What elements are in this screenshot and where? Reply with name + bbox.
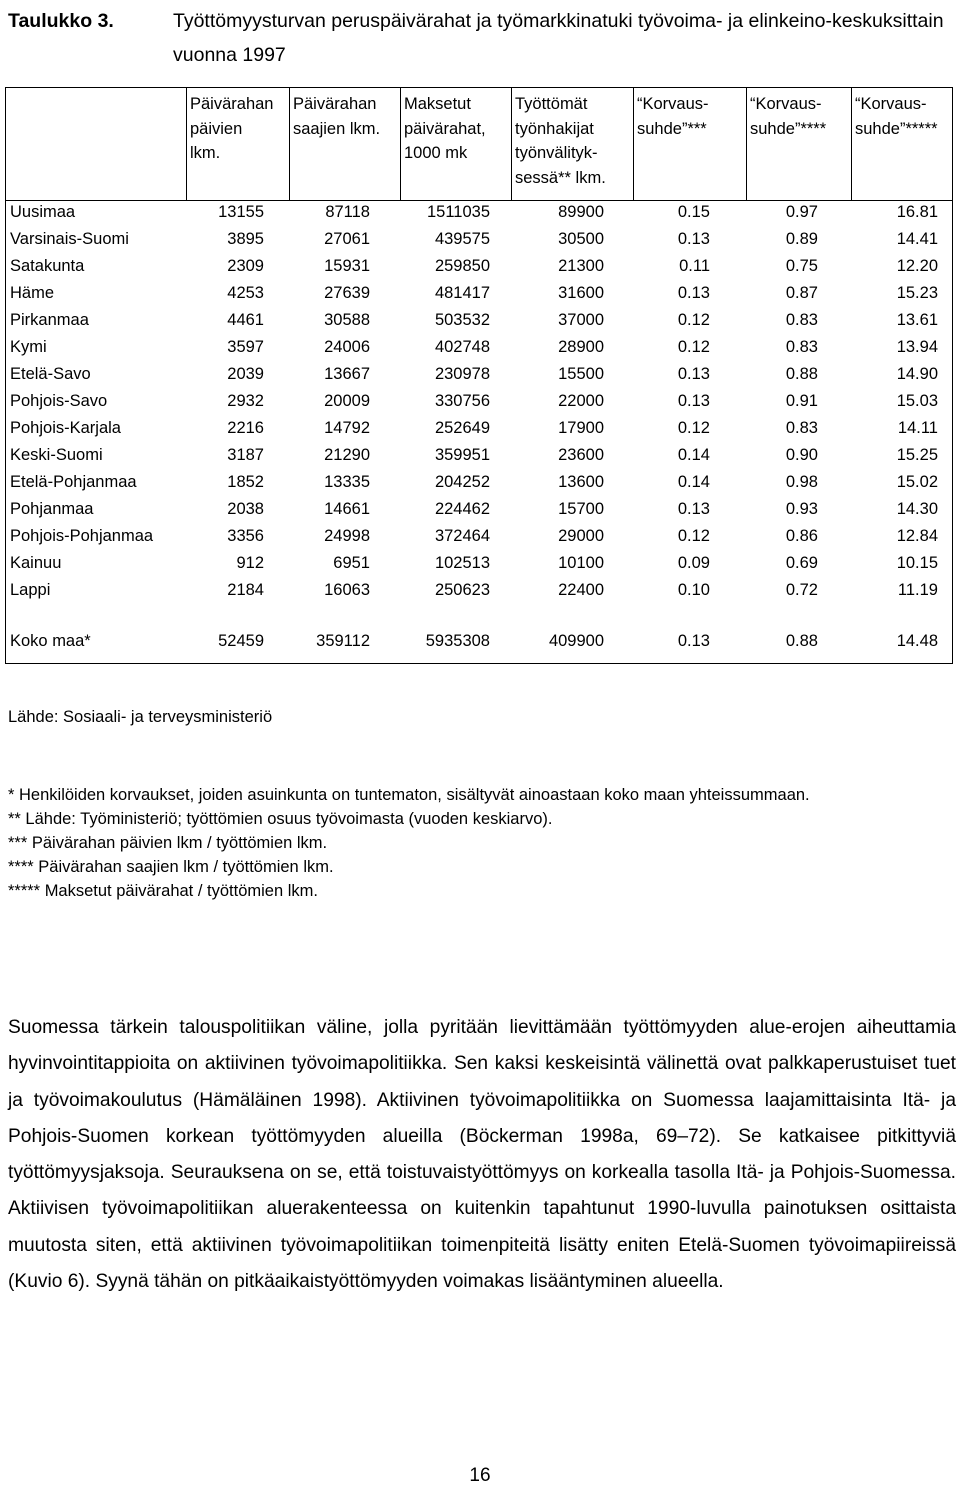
region-name: Uusimaa	[10, 203, 76, 221]
region-name: Pohjois-Pohjanmaa	[10, 527, 154, 545]
table-cell: 0.13	[677, 365, 710, 383]
table-cell: 22400	[558, 581, 604, 599]
region-name: Lappi	[10, 581, 51, 599]
header-column-divider	[633, 88, 634, 200]
table-cell: 1511035	[426, 203, 490, 221]
column-header: “Korvaus- suhde”****	[750, 95, 827, 138]
table-cell: 14.41	[896, 230, 938, 248]
table-row	[6, 361, 952, 388]
table-cell: 12.84	[896, 527, 938, 545]
table-row	[6, 469, 952, 496]
table-cell: 15931	[324, 257, 370, 275]
table-cell: 0.86	[785, 527, 818, 545]
footnote: ** Lähde: Työministeriö; työttömien osuus työvoimasta (vuoden keskiarvo).	[8, 810, 553, 828]
region-name: Koko maa*	[10, 632, 91, 650]
header-column-divider	[400, 88, 401, 200]
table-cell: 0.12	[677, 311, 710, 329]
table-cell: 13667	[324, 365, 370, 383]
table-cell: 230978	[434, 365, 490, 383]
table-cell: 27061	[324, 230, 370, 248]
table-cell: 0.13	[677, 500, 710, 518]
table-row	[6, 388, 952, 415]
header-column-divider	[289, 88, 290, 200]
table-cell: 0.83	[785, 338, 818, 356]
table-row	[6, 415, 952, 442]
column-header: Päivärahan saajien lkm.	[293, 95, 381, 138]
table-row	[6, 577, 952, 604]
table-cell: 3187	[227, 446, 264, 464]
region-name: Pohjanmaa	[10, 500, 94, 518]
data-table	[5, 87, 953, 664]
table-cell: 28900	[558, 338, 604, 356]
header-column-divider	[186, 88, 187, 200]
table-cell: 89900	[558, 203, 604, 221]
footnote: **** Päivärahan saajien lkm / työttömien lkm.	[8, 858, 334, 876]
table-cell: 21290	[324, 446, 370, 464]
column-header: “Korvaus- suhde”***	[637, 95, 709, 138]
table-cell: 24998	[324, 527, 370, 545]
table-cell: 503532	[434, 311, 490, 329]
page-number: 16	[469, 1465, 491, 1486]
table-row	[6, 550, 952, 577]
table-cell: 16063	[324, 581, 370, 599]
table-row	[6, 442, 952, 469]
table-cell: 15.02	[896, 473, 938, 491]
region-name: Pirkanmaa	[10, 311, 89, 329]
table-cell: 330756	[434, 392, 490, 410]
table-row	[6, 280, 952, 307]
table-cell: 1852	[227, 473, 264, 491]
table-cell: 252649	[434, 419, 490, 437]
table-cell: 29000	[558, 527, 604, 545]
table-cell: 0.10	[677, 581, 710, 599]
table-cell: 0.13	[677, 392, 710, 410]
table-cell: 21300	[558, 257, 604, 275]
table-cell: 0.83	[785, 311, 818, 329]
region-name: Etelä-Pohjanmaa	[10, 473, 137, 491]
table-cell: 2184	[227, 581, 264, 599]
footnotes	[8, 783, 810, 903]
table-cell: 20009	[324, 392, 370, 410]
body-paragraph: Suomessa tärkein talouspolitiikan väline, jolla pyritään lievittämään työttömyyden alue-erojen aiheuttamia hyvinvointitappioita on aktiivinen työvoimapolitiikka. Sen kaksi keskeisintä välinettä ovat palkkaperustuiset tuet ja työvoimakoulutus (Hämäläinen 1998). Aktiivinen työvoimapolitiikka on Suomessa laajamittaisinta Itä- ja Pohjois-Suomen korkean työttömyyden alueilla (Böckerman 1998a, 69–72). Se katkaisee pitkittyviä työttömyysjaksoja. Seurauksena on se, että toistuvaistyöttömyys on korkealla tasolla Itä- ja Pohjois-Suomessa. Aktiivisen työvoimapolitiikan aluerakenteessa on kuitenkin tapahtunut 1990-luvulla painotuksen osittaista muutosta siten, että aktiivinen työvoimapolitiikan toimenpiteitä lisätty eniten Etelä-Suomen työvoimapiireissä (Kuvio 6). Syynä tähän on pitkäaikaistyöttömyyden voimakas lisääntyminen alueella.	[8, 1017, 956, 1293]
table-cell: 2216	[227, 419, 264, 437]
table-cell: 0.69	[785, 554, 818, 572]
table-cell: 250623	[434, 581, 490, 599]
table-cell: 11.19	[897, 581, 938, 599]
header-column-divider	[746, 88, 747, 200]
table-cell: 24006	[324, 338, 370, 356]
table-cell: 0.97	[785, 203, 818, 221]
table-cell: 6951	[333, 554, 370, 572]
table-cell: 5935308	[425, 632, 490, 650]
table-cell: 2038	[227, 500, 264, 518]
table-cell: 13155	[218, 203, 264, 221]
table-cell: 402748	[434, 338, 490, 356]
table-cell: 13335	[324, 473, 370, 491]
table-cell: 0.75	[785, 257, 818, 275]
table-row	[6, 307, 952, 334]
table-cell: 102513	[434, 554, 490, 572]
header-column-divider	[511, 88, 512, 200]
table-cell: 14.90	[896, 365, 938, 383]
table-cell: 15700	[558, 500, 604, 518]
table-cell: 87118	[325, 203, 370, 221]
table-title: Työttömyysturvan peruspäivärahat ja työmarkkinatuki työvoima- ja elinkeino-keskuksittain vuonna 1997	[173, 10, 944, 66]
column-header: Päivärahan päivien lkm.	[190, 95, 274, 162]
table-cell: 224462	[434, 500, 490, 518]
table-cell: 16.81	[896, 203, 938, 221]
region-name: Kainuu	[10, 554, 62, 572]
table-cell: 0.13	[677, 632, 710, 650]
table-cell: 0.09	[677, 554, 710, 572]
table-cell: 3895	[227, 230, 264, 248]
table-row	[6, 253, 952, 280]
table-cell: 204252	[434, 473, 490, 491]
table-cell: 4461	[227, 311, 264, 329]
table-row	[6, 334, 952, 361]
table-cell: 0.12	[677, 527, 710, 545]
table-cell: 15500	[558, 365, 604, 383]
table-cell: 439575	[434, 230, 490, 248]
table-row	[6, 523, 952, 550]
table-cell: 0.83	[785, 419, 818, 437]
table-cell: 3597	[227, 338, 264, 356]
table-cell: 3356	[227, 527, 264, 545]
table-cell: 0.12	[677, 419, 710, 437]
table-cell: 14661	[324, 500, 370, 518]
table-cell: 0.88	[785, 632, 818, 650]
table-row	[6, 226, 952, 253]
table-cell: 0.87	[785, 284, 818, 302]
table-cell: 0.12	[677, 338, 710, 356]
total-row	[6, 628, 952, 655]
region-name: Keski-Suomi	[10, 446, 103, 464]
column-header: “Korvaus- suhde”*****	[855, 95, 938, 138]
table-cell: 0.14	[677, 446, 710, 464]
table-cell: 0.13	[677, 284, 710, 302]
table-cell: 0.91	[785, 392, 818, 410]
table-cell: 2039	[227, 365, 264, 383]
region-name: Pohjois-Savo	[10, 392, 108, 410]
footnote: *** Päivärahan päivien lkm / työttömien lkm.	[8, 834, 328, 852]
table-cell: 22000	[558, 392, 604, 410]
table-cell: 14792	[324, 419, 370, 437]
table-cell: 912	[236, 554, 264, 572]
table-cell: 10100	[558, 554, 604, 572]
footnote: * Henkilöiden korvaukset, joiden asuinkunta on tuntematon, sisältyvät ainoastaan koko maan yhteissummaan.	[8, 786, 810, 804]
table-cell: 10.15	[896, 554, 938, 572]
header-column-divider	[851, 88, 852, 200]
region-name: Pohjois-Karjala	[10, 419, 121, 437]
table-cell: 31600	[558, 284, 604, 302]
footnote: ***** Maksetut päivärahat / työttömien lkm.	[8, 882, 318, 900]
table-cell: 0.72	[785, 581, 818, 599]
table-cell: 0.13	[677, 230, 710, 248]
table-cell: 0.93	[785, 500, 818, 518]
table-cell: 481417	[434, 284, 490, 302]
table-cell: 14.30	[896, 500, 938, 518]
table-cell: 15.25	[896, 446, 938, 464]
table-cell: 4253	[227, 284, 264, 302]
table-row	[6, 199, 952, 226]
table-cell: 14.11	[897, 419, 938, 437]
table-cell: 12.20	[896, 257, 938, 275]
region-name: Satakunta	[10, 257, 85, 275]
table-cell: 359112	[316, 632, 370, 650]
table-cell: 17900	[558, 419, 604, 437]
table-cell: 52459	[218, 632, 264, 650]
table-cell: 15.23	[896, 284, 938, 302]
region-name: Häme	[10, 284, 55, 302]
table-cell: 27639	[324, 284, 370, 302]
table-cell: 0.90	[785, 446, 818, 464]
source-note: Lähde: Sosiaali- ja terveysministeriö	[8, 708, 273, 726]
table-cell: 13600	[558, 473, 604, 491]
table-cell: 23600	[558, 446, 604, 464]
table-cell: 13.94	[896, 338, 938, 356]
table-cell: 0.88	[785, 365, 818, 383]
table-cell: 2309	[227, 257, 264, 275]
table-cell: 15.03	[896, 392, 938, 410]
region-name: Etelä-Savo	[10, 365, 91, 383]
table-cell: 2932	[227, 392, 264, 410]
column-header: Työttömät työnhakijat työnvälityk- sessä** lkm.	[515, 95, 606, 187]
table-cell: 0.89	[785, 230, 818, 248]
table-cell: 372464	[434, 527, 490, 545]
table-label: Taulukko 3.	[8, 10, 114, 32]
region-name: Kymi	[10, 338, 47, 356]
table-cell: 14.48	[896, 632, 938, 650]
table-cell: 30500	[558, 230, 604, 248]
table-cell: 0.15	[677, 203, 710, 221]
table-row	[6, 496, 952, 523]
table-cell: 409900	[548, 632, 604, 650]
table-cell: 13.61	[896, 311, 938, 329]
table-cell: 259850	[434, 257, 490, 275]
table-cell: 37000	[558, 311, 604, 329]
table-cell: 0.11	[679, 257, 710, 275]
column-header: Maksetut päivärahat, 1000 mk	[404, 95, 486, 162]
table-cell: 0.14	[677, 473, 710, 491]
region-name: Varsinais-Suomi	[10, 230, 129, 248]
table-cell: 0.98	[785, 473, 818, 491]
table-cell: 30588	[324, 311, 370, 329]
table-cell: 359951	[434, 446, 490, 464]
